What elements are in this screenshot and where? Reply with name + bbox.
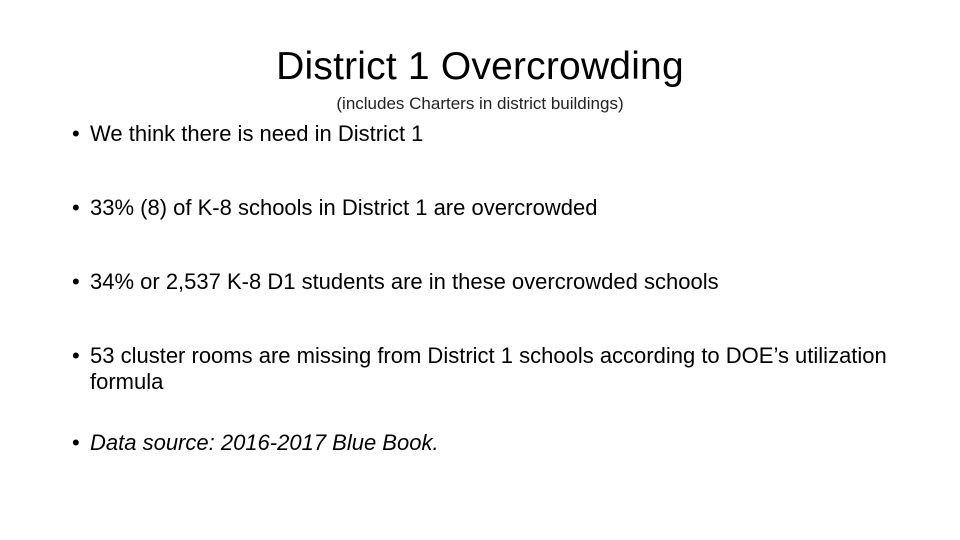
bullet-icon: • [72,269,80,294]
bullet-text: We think there is need in District 1 [90,121,424,146]
bullet-icon: • [72,195,80,220]
bullet-item [72,121,892,147]
bullet-icon: • [72,121,80,146]
bullet-item [72,195,892,221]
slide-title: District 1 Overcrowding [276,45,684,88]
slide-subtitle: (includes Charters in district buildings) [336,94,624,113]
bullet-item-source [72,430,892,456]
bullet-text: 34% or 2,537 K-8 D1 students are in these overcrowded schools [90,269,719,294]
bullet-item [72,343,892,395]
bullet-item [72,269,892,295]
bullet-text: 53 cluster rooms are missing from District 1 schools according to DOE’s utilization formula [90,343,887,394]
bullet-text: 33% (8) of K-8 schools in District 1 are overcrowded [90,195,598,220]
bullet-icon: • [72,430,80,455]
data-source-text: Data source: 2016-2017 Blue Book. [90,430,439,455]
bullet-icon: • [72,343,80,368]
